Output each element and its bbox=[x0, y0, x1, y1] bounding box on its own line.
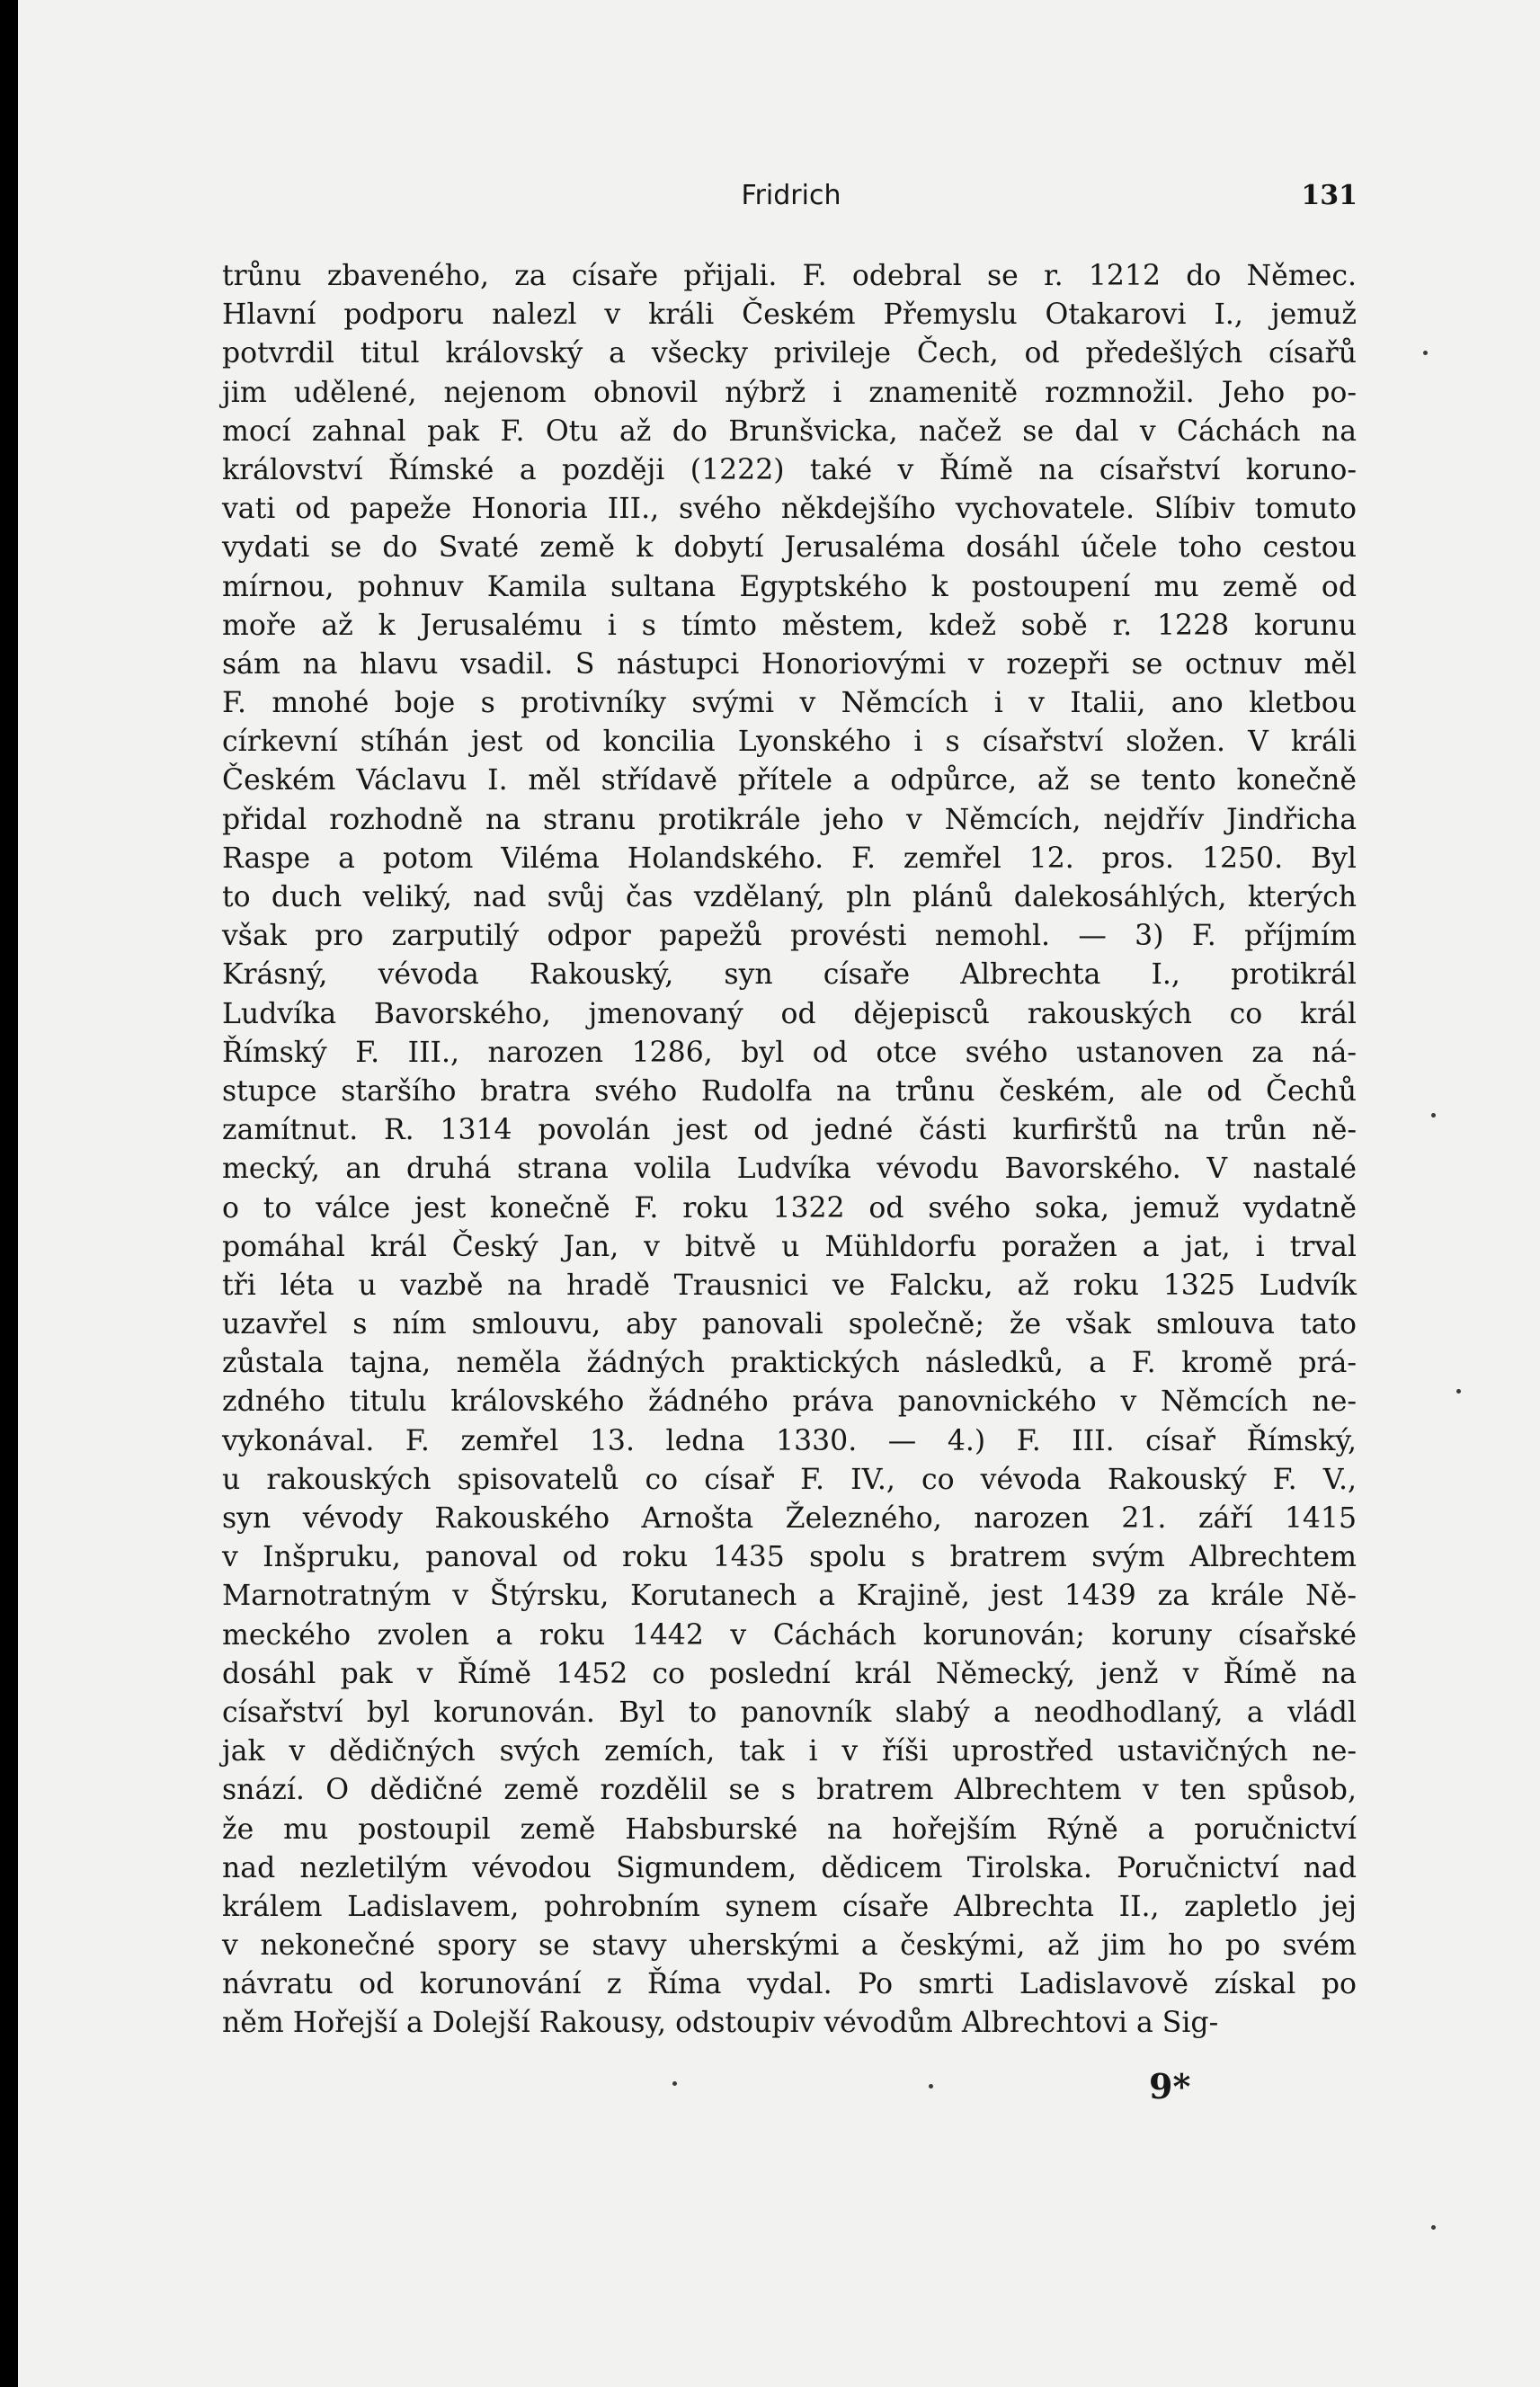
text-line: stupce staršího bratra svého Rudolfa na trůnu českém, ale od Čechů bbox=[222, 1074, 1357, 1108]
text-line: však pro zarputilý odpor papežů provésti nemohl. — 3) F. příjmím bbox=[222, 920, 1357, 953]
text-line: Českém Václavu I. měl střídavě přítele a odpůrce, až se tento konečně bbox=[222, 764, 1357, 797]
text-line: meckého zvolen a roku 1442 v Cáchách korunován; koruny císařské bbox=[222, 1618, 1357, 1652]
paper-speck bbox=[1431, 1113, 1436, 1118]
text-line: Římský F. III., narozen 1286, byl od otce svého ustanoven za ná- bbox=[222, 1036, 1357, 1069]
text-line: císařství byl korunován. Byl to panovník slabý a neodhodlaný, a vládl bbox=[222, 1696, 1357, 1729]
text-line: dosáhl pak v Římě 1452 co poslední král Německý, jenž v Římě na bbox=[222, 1657, 1357, 1690]
text-line: u rakouských spisovatelů co císař F. IV., co vévoda Rakouský F. V., bbox=[222, 1463, 1357, 1496]
text-line: mírnou, pohnuv Kamila sultana Egyptského k postoupení mu země od bbox=[222, 570, 1357, 603]
book-page bbox=[18, 0, 1540, 2387]
text-line: to duch veliký, nad svůj čas vzdělaný, pln plánů dalekosáhlých, kterých bbox=[222, 881, 1357, 913]
text-line: králem Ladislavem, pohrobním synem císaře Albrechta II., zapletlo jej bbox=[222, 1890, 1357, 1923]
text-line: vydati se do Svaté země k dobytí Jerusaléma dosáhl účele toho cestou bbox=[222, 531, 1357, 565]
text-line: Ludvíka Bavorského, jmenovaný od dějepisců rakouských co král bbox=[222, 997, 1357, 1030]
text-line: vykonával. F. zemřel 13. ledna 1330. — 4.) F. III. císař Římský, bbox=[222, 1424, 1357, 1457]
text-line: něm Hořejší a Dolejší Rakousy, odstoupiv vévodům Albrechtovi a Sig- bbox=[222, 2007, 1219, 2040]
text-line: uzavřel s ním smlouvu, aby panovali společně; že však smlouva tato bbox=[222, 1308, 1357, 1341]
paper-speck bbox=[672, 2081, 677, 2086]
paper-speck bbox=[1431, 2225, 1436, 2230]
text-line: království Římské a později (1222) také v Římě na císařství koruno- bbox=[222, 453, 1357, 486]
text-line: jim udělené, nejenom obnovil nýbrž i znamenitě rozmnožil. Jeho po- bbox=[222, 376, 1357, 409]
text-line: tři léta u vazbě na hradě Trausnici ve Falcku, až roku 1325 Ludvík bbox=[222, 1269, 1357, 1302]
text-line: sám na hlavu vsadil. S nástupci Honoriovými v rozepři se octnuv měl bbox=[222, 647, 1357, 681]
text-line: nad nezletilým vévodou Sigmundem, dědicem Tirolska. Poručnictví nad bbox=[222, 1851, 1357, 1884]
text-line: o to válce jest konečně F. roku 1322 od svého soka, jemuž vydatně bbox=[222, 1191, 1357, 1225]
signature-mark: 9* bbox=[1149, 2066, 1191, 2106]
paper-speck bbox=[1423, 351, 1428, 355]
text-line: F. mnohé boje s protivníky svými v Němcích i v Italii, ano kletbou bbox=[222, 687, 1357, 720]
page-number: 131 bbox=[1301, 180, 1358, 211]
text-line: zdného titulu královského žádného práva panovnického v Němcích ne- bbox=[222, 1385, 1357, 1419]
text-line: v nekonečné spory se stavy uherskými a českými, až jim ho po svém bbox=[222, 1929, 1357, 1963]
running-head bbox=[225, 180, 1358, 216]
text-line: snází. O dědičné země rozdělil se s bratrem Albrechtem v ten spůsob, bbox=[222, 1774, 1357, 1807]
text-line: trůnu zbaveného, za císaře přijali. F. odebral se r. 1212 do Němec. bbox=[222, 260, 1357, 292]
text-line: zamítnut. R. 1314 povolán jest od jedné části kurfirštů na trůn ně- bbox=[222, 1114, 1357, 1147]
text-line: Krásný, vévoda Rakouský, syn císaře Albrechta I., protikrál bbox=[222, 958, 1357, 992]
paper-speck bbox=[1456, 1389, 1461, 1394]
text-line: potvrdil titul královský a všecky privileje Čech, od předešlých císařů bbox=[222, 337, 1357, 370]
text-line: zůstala tajna, neměla žádných praktických následků, a F. kromě prá- bbox=[222, 1347, 1357, 1380]
text-line: Marnotratným v Štýrsku, Korutanech a Krajině, jest 1439 za krále Ně- bbox=[222, 1580, 1357, 1613]
text-line: pomáhal král Český Jan, v bitvě u Mühldorfu poražen a jat, i trval bbox=[222, 1230, 1357, 1263]
text-line: jak v dědičných svých zemích, tak i v říši uprostřed ustavičných ne- bbox=[222, 1735, 1357, 1768]
text-line: Hlavní podporu nalezl v králi Českém Přemyslu Otakarovi I., jemuž bbox=[222, 298, 1357, 332]
text-line: církevní stíhán jest od koncilia Lyonského i s císařství složen. V králi bbox=[222, 726, 1357, 759]
text-line: Raspe a potom Viléma Holandského. F. zemřel 12. pros. 1250. Byl bbox=[222, 842, 1357, 875]
text-line: v Inšpruku, panoval od roku 1435 spolu s bratrem svým Albrechtem bbox=[222, 1541, 1357, 1574]
text-line: vati od papeže Honoria III., svého někdejšího vychovatele. Slíbiv tomuto bbox=[222, 493, 1357, 526]
text-line: moře až k Jerusalému i s tímto městem, kdež sobě r. 1228 korunu bbox=[222, 609, 1357, 642]
body-text bbox=[222, 257, 1357, 2044]
text-line: že mu postoupil země Habsburské na hořejším Rýně a poručnictví bbox=[222, 1813, 1357, 1846]
text-line: mecký, an druhá strana volila Ludvíka vévodu Bavorského. V nastalé bbox=[222, 1153, 1357, 1186]
running-title: Fridrich bbox=[741, 180, 841, 211]
text-line: syn vévody Rakouského Arnošta Železného, narozen 21. září 1415 bbox=[222, 1502, 1357, 1535]
text-line: přidal rozhodně na stranu protikrále jeho v Němcích, nejdřív Jindřicha bbox=[222, 803, 1357, 836]
text-line: návratu od korunování z Říma vydal. Po smrti Ladislavově získal po bbox=[222, 1968, 1357, 2001]
text-line: mocí zahnal pak F. Otu až do Brunšvicka, načež se dal v Cáchách na bbox=[222, 414, 1357, 448]
paper-speck bbox=[929, 2084, 933, 2089]
